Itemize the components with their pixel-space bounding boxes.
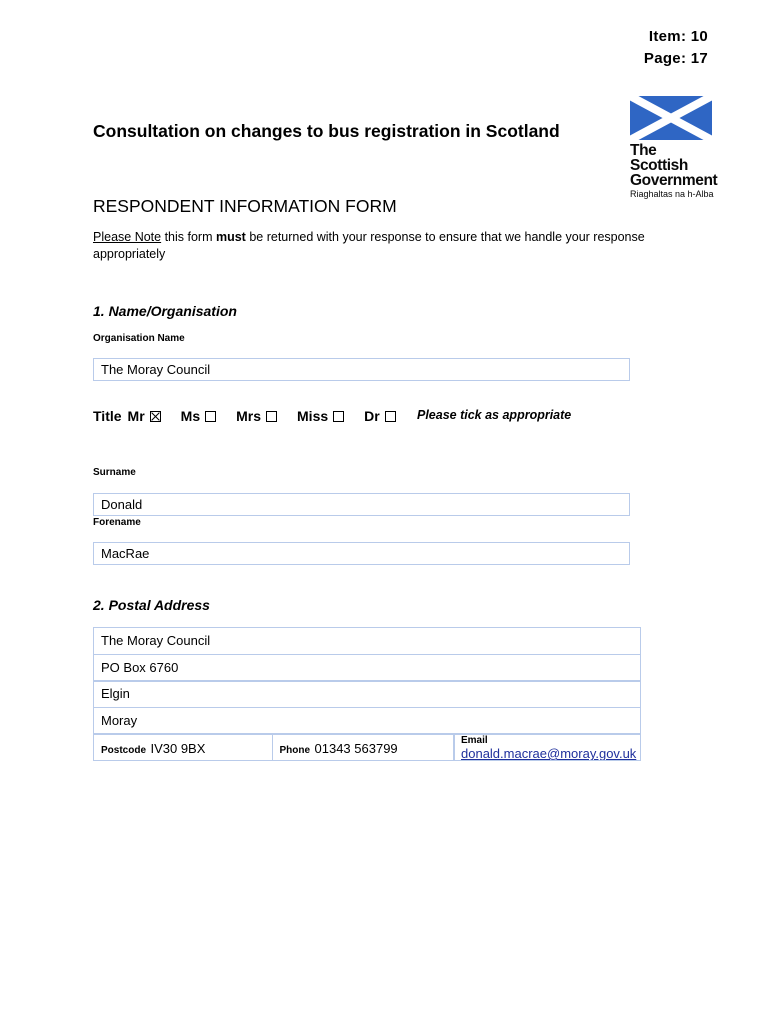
checkbox-checked-icon[interactable] — [150, 411, 161, 422]
logo-line-2: Government — [630, 172, 718, 189]
note-post: be returned with your response to ensure that we handle your response appropriately — [93, 230, 645, 261]
phone-field[interactable] — [272, 733, 455, 761]
title-option-miss[interactable] — [297, 408, 344, 424]
surname-field[interactable]: Donald — [93, 493, 630, 516]
postcode-value: IV30 9BX — [150, 741, 206, 756]
form-heading: RESPONDENT INFORMATION FORM — [93, 196, 397, 216]
address-line-field[interactable]: Moray — [93, 707, 641, 735]
title-selector — [93, 406, 416, 426]
item-number: Item: 10 — [648, 28, 708, 45]
email-link[interactable]: donald.macrae@moray.gov.uk — [461, 746, 637, 761]
address-line-field[interactable]: Elgin — [93, 680, 641, 708]
title-option-ms[interactable] — [181, 408, 216, 424]
title-option-label: Mrs — [236, 408, 262, 424]
email-field[interactable] — [453, 733, 641, 761]
postcode-label: Postcode — [101, 745, 147, 756]
organisation-name-field[interactable]: The Moray Council — [93, 358, 630, 381]
checkbox-icon[interactable] — [266, 411, 277, 422]
title-label: Title — [93, 408, 122, 424]
checkbox-icon[interactable] — [385, 411, 396, 422]
address-line-field[interactable]: PO Box 6760 — [93, 654, 641, 682]
page-number: Page: 17 — [643, 50, 708, 67]
phone-label: Phone — [279, 745, 311, 756]
saltire-flag-icon — [630, 96, 712, 140]
postal-address-table — [93, 627, 641, 761]
title-option-dr[interactable] — [364, 408, 396, 424]
logo-line-1: The Scottish — [630, 142, 688, 174]
section-heading-name-organisation: 1. Name/Organisation — [93, 303, 237, 319]
title-option-label: Miss — [297, 408, 329, 424]
title-option-mr[interactable] — [128, 408, 161, 424]
phone-value: 01343 563799 — [314, 741, 398, 756]
surname-label: Surname — [93, 467, 136, 478]
tick-instruction: Please tick as appropriate — [417, 408, 572, 422]
address-line-field[interactable]: The Moray Council — [93, 627, 641, 655]
note-paragraph — [93, 229, 693, 263]
title-option-label: Dr — [364, 408, 380, 424]
forename-label: Forename — [93, 517, 141, 528]
section-heading-postal-address: 2. Postal Address — [93, 597, 210, 613]
forename-field[interactable]: MacRae — [93, 542, 630, 565]
logo-line-3: Riaghaltas na h-Alba — [630, 189, 714, 199]
note-emphasis: must — [215, 230, 246, 244]
organisation-name-label: Organisation Name — [93, 333, 185, 344]
email-label: Email — [461, 735, 488, 746]
checkbox-icon[interactable] — [333, 411, 344, 422]
note-lead: Please Note — [93, 230, 162, 244]
title-option-label: Mr — [127, 408, 145, 424]
note-pre: this form — [161, 230, 216, 244]
document-title: Consultation on changes to bus registration in Scotland — [93, 121, 560, 141]
checkbox-icon[interactable] — [205, 411, 216, 422]
contact-row — [93, 733, 641, 761]
postcode-field[interactable] — [93, 733, 273, 761]
title-option-mrs[interactable] — [236, 408, 277, 424]
scottish-government-logo — [630, 96, 718, 199]
title-option-label: Ms — [180, 408, 201, 424]
